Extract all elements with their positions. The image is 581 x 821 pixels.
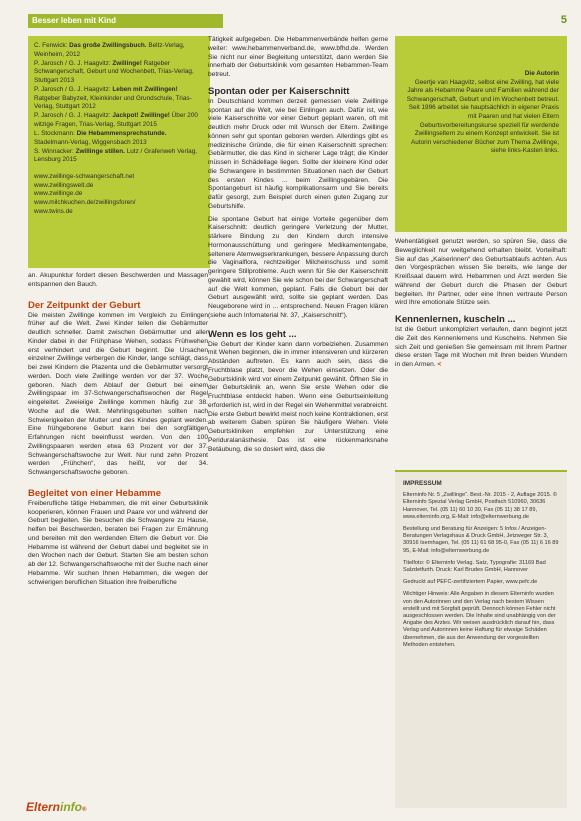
web-link[interactable]: www.zwillinge-schwangerschaft.net xyxy=(34,172,135,180)
literature-publisher: Beltz-Verlag, Weinheim, 2012 xyxy=(34,42,185,58)
literature-item xyxy=(34,60,204,86)
web-link[interactable]: www.zwillinge.de xyxy=(34,190,83,198)
section-header-bar xyxy=(28,14,223,28)
literature-publisher: Ratgeber Schwangerschaft, Geburt und Wochenbett, Trias-Verlag, Stuttgart 2013 xyxy=(34,59,194,84)
literature-publisher: Stadelmann-Verlag, Wiggensbach 2013 xyxy=(34,138,147,146)
literature-title: Das große Zwillingsbuch. xyxy=(69,42,147,49)
literature-title: Leben mit Zwillingen! xyxy=(112,85,178,93)
impressum-block-3: Titelfoto: © Elterninfo Verlag. Satz, Typografie: 31169 Bad Salzdetfurth. Druck: Karl Brudes GmbH, Hannover xyxy=(403,559,546,574)
author-box xyxy=(395,36,567,232)
web-link[interactable]: www.zwillingswelt.de xyxy=(34,181,94,189)
col2-paragraph-4: Die Geburt der Kinder kann dann vorbeiziehen. Zusammen mit Wehen beginnen, die in immer intensiveren und kürzeren Abständen auftreten. Es kann auch sein, dass die Fruchtblase platzt, bevor die Wehen einsetzen. Oder die Geburtsklinik wird vor einem Zeitpunkt gewählt. Öffnen Sie in der Geburtsklinik an, wenn Sie erste Wehen oder die Fruchtblase entdeckt haben. Wenn eine Geburtseinleitung erforderlich ist, wird in der Regel ein Wehenmittel verabreicht. Die erste Geburt bewirkt meist noch keine Kontraktionen, erst ab weiterem Gaben spüren Sie häufigere Wehen. Viele Geburtskliniken empfehlen zur Unterstützung eine Periduralanästhesie. Das ist eine rückenmarksnahe Betäubung, die so dosiert wird, dass die xyxy=(208,340,388,453)
literature-title: Zwillinge stillen. xyxy=(75,147,125,155)
literature-author: S. Winnacker: xyxy=(34,147,76,155)
column-2 xyxy=(208,36,388,454)
page-number: 5 xyxy=(560,14,567,26)
heading-zeitpunkt: Der Zeitpunkt der Geburt xyxy=(28,299,141,311)
column-1 xyxy=(28,272,208,587)
literature-publisher: Lutz / Grafenweh Verlag, Lensburg 2015 xyxy=(34,147,198,164)
col1-paragraph-2: Freiberufliche tätige Hebammen, die mit einer Geburtsklinik kooperieren, können Frauen und Paare vor und während der Geburt begleiten. Sie besuchen die Schwangere zu Hause, helfen bei Beschwerden, beraten bei Fragen zur Ernährung und bereiten mit den werdenden Eltern die Geburt vor. Die Hebamme ist während der Geburt dabei und begleitet sie in den Wochen nach der Geburt. Starten Sie am besten schon ab der 12. Schwangerschaftswoche mit der Suche nach einer Hebamme. Wir suchen Ihnen Hebammen, die wegen der schwierigen beruflichen Situation ihre freiberufliche xyxy=(28,499,208,586)
elterninfo-logo xyxy=(26,800,86,814)
literature-publisher: Ratgeber Babyzeit, Kleinkinder und Grundschule, Trias-Verlag, Stuttgart 2012 xyxy=(34,94,192,111)
col2-paragraph-2: In Deutschland kommen derzeit gemessen viele Zwillinge spontan auf die Welt, wie bei Einlingen auch. Dafür ist, wie viele Kaiserschnitte vor einer Geburt geplant waren, oft mit deutlich mehr Druck oder mit Wunsch der Eltern. Zwillinge können sehr gut spontan geboren werden. Allerdings gibt es medizinische Gründe, die für einen Kaiserschnitt sprechen: Gebärmutter, die das Kind in sicherer Lage trägt; die Kinder müssen in Schädellage liegen. Sollte der kleinere Kind oder die Schwangere in bestimmten Situationen nach der Geburt des ersten Kindes ... beim Zwillingsgebären. Die Spontangeburt ist häufig komplikationsarm und Sie bereits dafür gesorgt, zum Beispiel durch einen guten Zugang zur Geburtshilfe. xyxy=(208,97,388,210)
author-title: Die Autorin xyxy=(524,70,559,77)
logo-suffix: ® xyxy=(82,807,87,813)
literature-author: P. Jarosch / G. J. Haagvitz: xyxy=(34,112,113,120)
col1-paragraph-1: Die meisten Zwillinge kommen im Vergleich zu Einlingen früher auf die Welt. Zwei Kinder teilen die Gebärmutter deutlich schneller. Damit zwischen Gebärmutter und aller Kinder dabei in der Frühphase Wehen, sodass Frühwehen erst verhindert und die Geburt beginnt. Die Ursachen einzelner Zwillinge verbergen die Kinder, lange schlägt, dass bei zwei Kindern die Plazenta und die Gebärmutter versorgt werden. Doch viele Zwillinge werden vor der 37. Woche geboren. Nach dem Ablauf der Geburt bei einem Zwillingspaar im 37-Schwangerschaftswochen der Regel eingeleitet. Zweieiige Zwillinge kommen häufig zur 38. Woche auf die Welt. Mehrlingsgeburten sollten nach Schwierigkeiten der Mutter und des Kindes geplant werden. Eine frühgeborene Geburt kann bei den sorgfältigen Erfahrungen nicht beeinflusst werden. Von den 100 Zwillingspaaren werden etwa 63 Prozent vor der 37. Schwangerschaftswoche zur Welt. Nur rund zehn Prozent werden „Frühchen“, das heißt, vor der 34. Schwangerschaftswoche geboren. xyxy=(28,311,208,476)
literature-title: Die Hebammensprechstunde. xyxy=(76,129,167,137)
literature-author: P. Jarosch / G. J. Haagvitz: xyxy=(34,85,113,93)
literature-item xyxy=(34,148,204,165)
impressum-title: IMPRESSUM xyxy=(403,480,442,487)
literature-item xyxy=(34,130,204,147)
link-list xyxy=(34,173,204,217)
end-arrow-icon: < xyxy=(437,361,442,368)
col3-paragraph-2 xyxy=(395,326,567,370)
web-link[interactable]: www.twins.de xyxy=(34,207,73,215)
heading-spontan: Spontan oder per Kaiserschnitt xyxy=(208,85,350,97)
col3-paragraph-2-text: Ist die Geburt unkompliziert verlaufen, dann beginnt jetzt die Zeit des Kennenlernens und Kuschelns. Nehmen Sie sich Zeit und genießen Sie gemeinsam mit Ihrem Partner diese ersten Tage mit Wochen mit Ihren beiden Wundern in den Armen. xyxy=(395,326,567,368)
impressum-block-1: Elterninfo Nr. 5 „Zwillinge“. Best.-Nr. 2015 - 2, Auflage 2015. © Elterninfo Spezial Verlag GmbH, Postfach 510960, 30636 Hannover, Tel. (05 11) 60 10 30, Fax (05 11) 38 17 89, www.elterninfo.org, E-Mail: info@elternwerbung.de xyxy=(403,492,557,520)
literature-item xyxy=(34,86,204,112)
col2-paragraph-3: Die spontane Geburt hat einige Vorteile gegenüber dem Kaiserschnitt: deutlich geringere Verletzung der Mutter, stärkere Bindung zu den Kindern durch intensive Hormonausschüttung und geringere Medikamentengabe, seltenere Atemwegserkrankungen, bessere Anpassung durch die Vaginalflora, rechtzeitiger Milcheinschuss und somit geringere Stillprobleme. Auch wenn für Sie der Kaiserschnitt gewählt wird, können Sie wie schon bei der Schwangerschaft auf die Welt kommen, geplant. Falls die Geburt bei der Geburt ausgewählt wird, sollte sie geplant werden. Das Neugeborene wird in ... entsprechend. Neuen Fragen klären (siehe auch Infomaterial Nr. 37, „Kaiserschnitt“). xyxy=(208,215,388,319)
literature-title: Jackpot! Zwillinge! xyxy=(112,112,170,120)
logo-part-1: Eltern xyxy=(26,800,61,814)
web-link[interactable]: www.milchkuchen.de/zwillingsforen/ xyxy=(34,198,136,206)
literature-author: C. Fenwick: xyxy=(34,42,70,49)
column-3 xyxy=(395,238,567,370)
heading-los-geht: Wenn es los geht ... xyxy=(208,328,297,340)
literature-list xyxy=(34,42,204,165)
impressum-block-2: Bestellung und Beratung für Anzeigen: 5 Infos / Anzeigen-Beratungen Verlagshaus & Druck GmbH, Jetzweger Str. 3, 30916 Isernhagen, Tel. (05 11) 61 68 95-0, Fax (05 11) 6 16 89 95, E-Mail: info@elternwerbung.de xyxy=(403,526,559,554)
section-title: Besser leben mit Kind xyxy=(32,16,117,25)
literature-author: L. Stockmann: xyxy=(34,129,77,137)
literature-item xyxy=(34,112,204,129)
impressum-block-4: Gedruckt auf PEFC-zertifiziertem Papier, www.pefc.de xyxy=(403,579,538,586)
impressum-box xyxy=(395,470,567,808)
col2-paragraph-1: Tätigkeit aufgegeben. Die Hebammenverbände helfen gerne weiter: www.hebammenverband.de, www.bfhd.de. Werden Sie nicht nur einer Begleitung unterstützt, dann werden Sie innerhalb der Geburtsklinik vom gesamten Hebammen-Team betreut. xyxy=(208,36,388,78)
literature-item xyxy=(34,42,204,59)
author-text: Geertje van Haagvitz, selbst eine Zwilling, hat viele Jahre als Hebamme Paare und Familien während der Schwangerschaft, Geburt und im Wochenbett betreut. Seit 1996 arbeitet sie hauptsächlich in eigener Praxis mit Paaren und hat vielen Eltern Geburtsvorbereitungskurse speziell für werdende Zwillingseltern zu einem Konzept entwickelt. Sie ist Autorin verschiedener Bücher zum Thema Zwillinge, siehe links-Kasten links. xyxy=(406,78,559,155)
impressum-block-5: Wichtiger Hinweis: Alle Angaben in diesem Elterninfo wurden von den Autorinnen und den Verlag nach bestem Wissen erstellt und mit Sorgfalt geprüft. Dennoch können Fehler nicht ausgeschlossen werden. Die Inhalte sind unabhängig von der Angabe des Arztes. Wir weisen ausdrücklich darauf hin, dass Verlag und Autorinnen keine Haftung für etwaige Schäden übernehmen, die aus der Anwendung der vorgestellten Methoden entstehen. xyxy=(403,591,556,648)
heading-kennenlernen: Kennenlernen, kuscheln ... xyxy=(395,314,516,325)
logo-part-2: info xyxy=(60,800,83,814)
literature-author: P. Jarosch / G. J. Haagvitz: xyxy=(34,59,113,67)
col3-paragraph-1: Wehentätigkeit genutzt werden, so spüren Sie, dass die Beweglichkeit nur weitgehend erhalten bleibt. Vorteilhaft: Sie auf das „Kaiserinnen“ des Geburtsablaufs achten. Aus den Vorgesprächen wissen Sie bereits, wie lange der Kreißsaal dauern wird. Hebammen und Arzt werden Sie während der Geburt durch die Phasen der Geburt begleiten. Ihr Partner, oder eine Ihnen vertraute Person wird Ihre emotionale Stütze sein. xyxy=(395,238,567,307)
col1-intro: an. Akupunktur fordert diesen Beschwerden und Massagen entspannen den Bauch. xyxy=(28,272,208,288)
literature-title: Zwillinge! xyxy=(112,59,142,67)
literature-box xyxy=(28,36,210,268)
heading-hebamme: Begleitet von einer Hebamme xyxy=(28,487,162,499)
literature-publisher: Über 200 witzige Fragen, Trias-Verlag, Stuttgart 2015 xyxy=(34,112,198,128)
